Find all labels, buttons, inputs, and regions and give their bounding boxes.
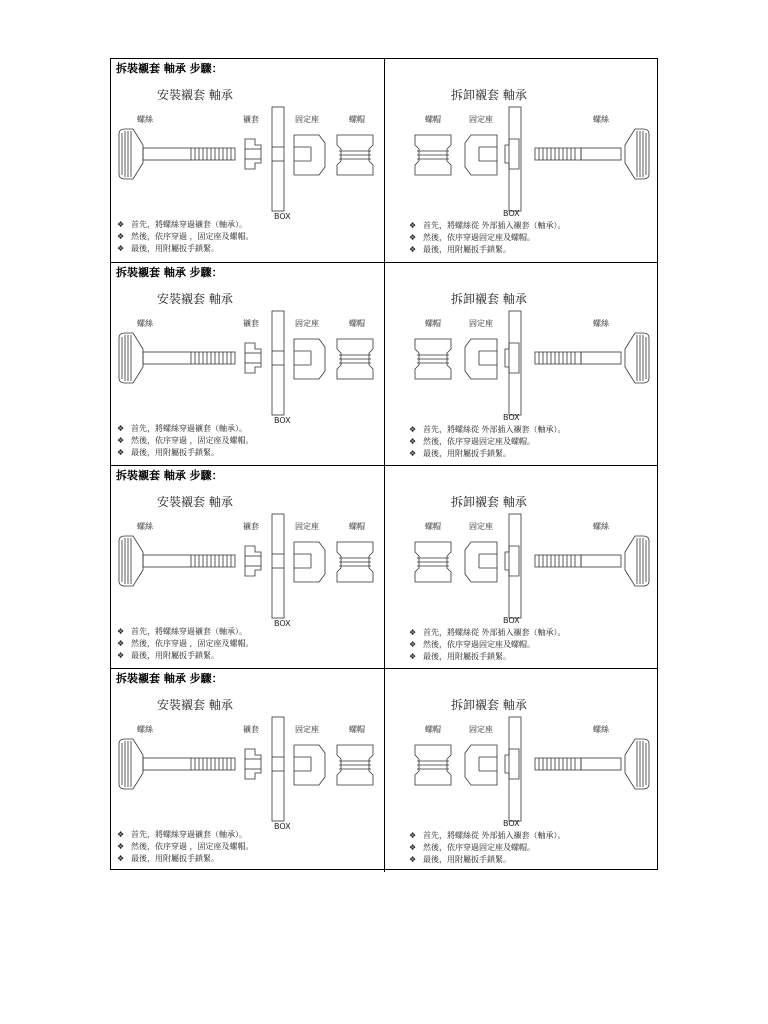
diamond-bullet-icon: ❖ bbox=[409, 652, 417, 661]
bushing-part bbox=[245, 343, 261, 373]
install-title: 安裝襯套 軸承 bbox=[157, 698, 233, 712]
step-item: ❖ 首先，將螺絲穿過襯套（軸承）。 bbox=[117, 424, 247, 433]
screw-shaft bbox=[143, 352, 191, 364]
diamond-bullet-icon: ❖ bbox=[117, 448, 125, 457]
label-holder: 固定座 bbox=[469, 725, 493, 734]
diamond-bullet-icon: ❖ bbox=[409, 831, 417, 840]
screw-thread bbox=[535, 352, 581, 364]
install-title: 安裝襯套 軸承 bbox=[157, 88, 233, 102]
diamond-bullet-icon: ❖ bbox=[117, 244, 125, 253]
step-item: ❖ 首先，將螺絲從 外部插入襯套（軸承）。 bbox=[409, 425, 566, 434]
step-item: ❖ 最後，用附屬扳手鎖緊。 bbox=[117, 854, 219, 863]
label-screw: 螺絲 bbox=[137, 115, 153, 124]
remove-steps bbox=[409, 830, 566, 866]
install-steps bbox=[117, 829, 254, 865]
box-label: BOX bbox=[503, 616, 520, 625]
instruction-row bbox=[111, 59, 657, 262]
step-item: ❖ 然後，依序穿過 ，固定座及螺帽。 bbox=[117, 232, 254, 241]
step-item: ❖ 然後，依序穿過 ，固定座及螺帽。 bbox=[117, 842, 254, 851]
screw-shaft bbox=[143, 148, 191, 160]
box-plate bbox=[272, 107, 284, 211]
holder-part bbox=[294, 135, 325, 175]
install-panel bbox=[111, 669, 385, 872]
install-panel bbox=[111, 263, 385, 466]
screw-shaft bbox=[581, 352, 621, 364]
label-holder: 固定座 bbox=[469, 319, 493, 328]
diamond-bullet-icon: ❖ bbox=[409, 233, 417, 242]
step-item: ❖ 然後，依序穿過固定座及螺帽。 bbox=[409, 640, 535, 649]
step-item: ❖ 首先，將螺絲穿過襯套（軸承）。 bbox=[117, 220, 247, 229]
instruction-row bbox=[111, 262, 657, 466]
step-item: ❖ 然後，依序穿過 ，固定座及螺帽。 bbox=[117, 639, 254, 648]
label-bushing: 襯套 bbox=[243, 725, 259, 734]
label-cap: 螺帽 bbox=[425, 522, 441, 531]
install-diagram bbox=[111, 466, 384, 626]
remove-title: 拆卸襯套 軸承 bbox=[451, 698, 527, 712]
diamond-bullet-icon: ❖ bbox=[409, 843, 417, 852]
bushing-part bbox=[505, 546, 519, 576]
install-diagram bbox=[111, 669, 384, 829]
label-cap: 螺帽 bbox=[349, 522, 365, 531]
diamond-bullet-icon: ❖ bbox=[409, 437, 417, 446]
label-bushing: 襯套 bbox=[243, 522, 259, 531]
holder-part bbox=[294, 339, 325, 379]
install-steps bbox=[117, 626, 254, 662]
diamond-bullet-icon: ❖ bbox=[117, 854, 125, 863]
install-title: 安裝襯套 軸承 bbox=[157, 292, 233, 306]
section-heading: 拆裝襯套 軸承 步驟： bbox=[116, 469, 223, 482]
install-diagram bbox=[111, 59, 384, 219]
label-screw: 螺絲 bbox=[593, 115, 609, 124]
step-item: ❖ 首先，將螺絲從 外部插入襯套（軸承）。 bbox=[409, 831, 566, 840]
label-cap: 螺帽 bbox=[425, 725, 441, 734]
step-item: ❖ 首先，將螺絲從 外部插入襯套（軸承）。 bbox=[409, 221, 566, 230]
box-label: BOX bbox=[274, 416, 291, 425]
label-holder: 固定座 bbox=[295, 319, 319, 328]
screw-thread bbox=[535, 148, 581, 160]
screw-shaft bbox=[581, 555, 621, 567]
holder-part bbox=[465, 542, 497, 582]
box-label: BOX bbox=[274, 822, 291, 831]
screw-thread bbox=[191, 555, 235, 567]
section-heading: 拆裝襯套 軸承 步驟： bbox=[116, 62, 223, 75]
remove-panel bbox=[385, 669, 657, 872]
box-plate bbox=[272, 514, 284, 618]
holder-part bbox=[294, 542, 325, 582]
label-holder: 固定座 bbox=[295, 522, 319, 531]
label-screw: 螺絲 bbox=[137, 522, 153, 531]
box-plate bbox=[272, 311, 284, 415]
bushing-part bbox=[505, 139, 519, 169]
step-item: ❖ 然後，依序穿過固定座及螺帽。 bbox=[409, 437, 535, 446]
label-screw: 螺絲 bbox=[593, 725, 609, 734]
step-item: ❖ 最後，用附屬扳手鎖緊。 bbox=[409, 245, 511, 254]
install-title: 安裝襯套 軸承 bbox=[157, 495, 233, 509]
diamond-bullet-icon: ❖ bbox=[409, 425, 417, 434]
label-cap: 螺帽 bbox=[349, 725, 365, 734]
holder-part bbox=[294, 745, 325, 785]
install-diagram bbox=[111, 263, 384, 423]
remove-diagram bbox=[385, 669, 657, 829]
bushing-part bbox=[245, 546, 261, 576]
step-item: ❖ 最後，用附屬扳手鎖緊。 bbox=[409, 449, 511, 458]
step-item: ❖ 首先，將螺絲穿過襯套（軸承）。 bbox=[117, 830, 247, 839]
bushing-part bbox=[505, 343, 519, 373]
screw-shaft bbox=[581, 148, 621, 160]
label-screw: 螺絲 bbox=[593, 319, 609, 328]
remove-steps bbox=[409, 424, 566, 460]
label-cap: 螺帽 bbox=[425, 115, 441, 124]
section-heading: 拆裝襯套 軸承 步驟： bbox=[116, 672, 223, 685]
diamond-bullet-icon: ❖ bbox=[117, 424, 125, 433]
holder-part bbox=[465, 135, 497, 175]
screw-shaft bbox=[143, 555, 191, 567]
step-item: ❖ 最後，用附屬扳手鎖緊。 bbox=[117, 651, 219, 660]
box-label: BOX bbox=[274, 619, 291, 628]
diamond-bullet-icon: ❖ bbox=[117, 220, 125, 229]
diamond-bullet-icon: ❖ bbox=[117, 651, 125, 660]
screw-thread bbox=[191, 352, 235, 364]
label-screw: 螺絲 bbox=[137, 725, 153, 734]
box-label: BOX bbox=[503, 413, 520, 422]
box-label: BOX bbox=[503, 819, 520, 828]
screw-thread bbox=[535, 758, 581, 770]
holder-part bbox=[465, 745, 497, 785]
step-item: ❖ 最後，用附屬扳手鎖緊。 bbox=[117, 448, 219, 457]
diamond-bullet-icon: ❖ bbox=[409, 245, 417, 254]
instruction-sheet bbox=[110, 58, 658, 870]
remove-diagram bbox=[385, 263, 657, 423]
remove-diagram bbox=[385, 59, 657, 219]
diamond-bullet-icon: ❖ bbox=[117, 436, 125, 445]
remove-diagram bbox=[385, 466, 657, 626]
diamond-bullet-icon: ❖ bbox=[117, 627, 125, 636]
remove-steps bbox=[409, 220, 566, 256]
diamond-bullet-icon: ❖ bbox=[409, 855, 417, 864]
remove-panel bbox=[385, 263, 657, 466]
screw-thread bbox=[191, 758, 235, 770]
remove-title: 拆卸襯套 軸承 bbox=[451, 292, 527, 306]
diamond-bullet-icon: ❖ bbox=[117, 232, 125, 241]
step-item: ❖ 最後，用附屬扳手鎖緊。 bbox=[409, 652, 511, 661]
step-item: ❖ 最後，用附屬扳手鎖緊。 bbox=[117, 244, 219, 253]
bushing-part bbox=[245, 749, 261, 779]
diamond-bullet-icon: ❖ bbox=[409, 449, 417, 458]
install-steps bbox=[117, 423, 254, 459]
diamond-bullet-icon: ❖ bbox=[117, 830, 125, 839]
remove-panel bbox=[385, 59, 657, 262]
label-holder: 固定座 bbox=[469, 115, 493, 124]
step-item: ❖ 首先，將螺絲從 外部插入襯套（軸承）。 bbox=[409, 628, 566, 637]
section-heading: 拆裝襯套 軸承 步驟： bbox=[116, 266, 223, 279]
box-label: BOX bbox=[503, 209, 520, 218]
screw-shaft bbox=[143, 758, 191, 770]
remove-title: 拆卸襯套 軸承 bbox=[451, 88, 527, 102]
step-item: ❖ 首先，將螺絲穿過襯套（軸承）。 bbox=[117, 627, 247, 636]
diamond-bullet-icon: ❖ bbox=[117, 842, 125, 851]
diamond-bullet-icon: ❖ bbox=[409, 221, 417, 230]
install-panel bbox=[111, 466, 385, 669]
install-panel bbox=[111, 59, 385, 262]
screw-shaft bbox=[581, 758, 621, 770]
step-item: ❖ 然後，依序穿過固定座及螺帽。 bbox=[409, 233, 535, 242]
label-holder: 固定座 bbox=[469, 522, 493, 531]
label-holder: 固定座 bbox=[295, 115, 319, 124]
label-cap: 螺帽 bbox=[425, 319, 441, 328]
install-steps bbox=[117, 219, 254, 255]
bushing-part bbox=[505, 749, 519, 779]
holder-part bbox=[465, 339, 497, 379]
step-item: ❖ 最後，用附屬扳手鎖緊。 bbox=[409, 855, 511, 864]
remove-title: 拆卸襯套 軸承 bbox=[451, 495, 527, 509]
step-item: ❖ 然後，依序穿過固定座及螺帽。 bbox=[409, 843, 535, 852]
box-plate bbox=[272, 717, 284, 821]
screw-thread bbox=[535, 555, 581, 567]
label-bushing: 襯套 bbox=[243, 319, 259, 328]
step-item: ❖ 然後，依序穿過 ，固定座及螺帽。 bbox=[117, 436, 254, 445]
box-label: BOX bbox=[274, 212, 291, 221]
label-screw: 螺絲 bbox=[137, 319, 153, 328]
label-screw: 螺絲 bbox=[593, 522, 609, 531]
label-cap: 螺帽 bbox=[349, 115, 365, 124]
diamond-bullet-icon: ❖ bbox=[409, 640, 417, 649]
screw-thread bbox=[191, 148, 235, 160]
bushing-part bbox=[245, 139, 261, 169]
instruction-row bbox=[111, 465, 657, 669]
label-holder: 固定座 bbox=[295, 725, 319, 734]
remove-steps bbox=[409, 627, 566, 663]
diamond-bullet-icon: ❖ bbox=[117, 639, 125, 648]
label-bushing: 襯套 bbox=[243, 115, 259, 124]
diamond-bullet-icon: ❖ bbox=[409, 628, 417, 637]
label-cap: 螺帽 bbox=[349, 319, 365, 328]
instruction-row bbox=[111, 668, 657, 872]
remove-panel bbox=[385, 466, 657, 669]
